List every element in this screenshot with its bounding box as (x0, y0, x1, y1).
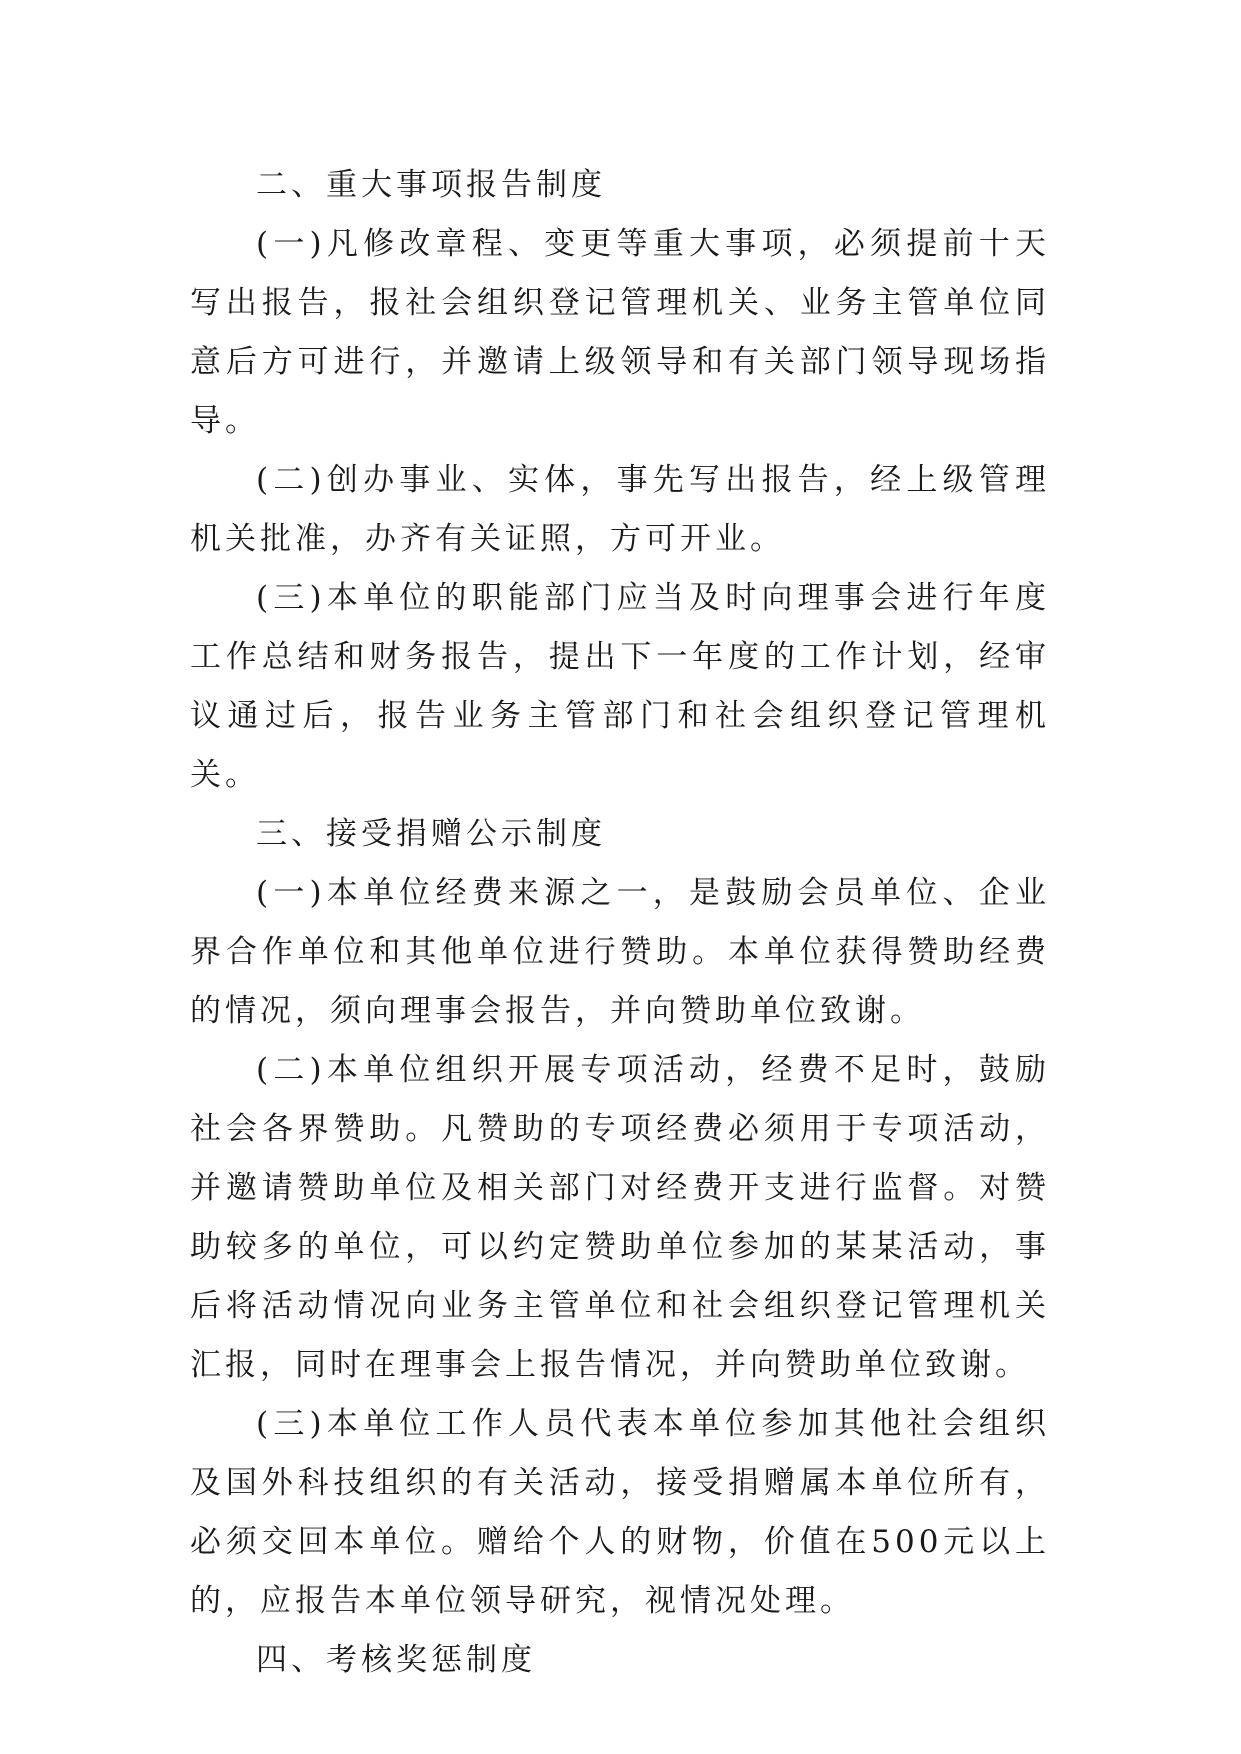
document-body (190, 156, 1050, 1690)
paragraph-3-2: (二)本单位组织开展专项活动，经费不足时，鼓励社会各界赞助。凡赞助的专项经费必须用于专项活动，并邀请赞助单位及相关部门对经费开支进行监督。对赞助较多的单位，可以约定赞助单位参加的某某活动，事后将活动情况向业务主管单位和社会组织登记管理机关汇报，同时在理事会上报告情况，并向赞助单位致谢。 (190, 1052, 1050, 1383)
paragraph-2-2: (二)创办事业、实体，事先写出报告，经上级管理机关批准，办齐有关证照，方可开业。 (190, 462, 1050, 557)
section-heading-4: 四、考核奖惩制度 (256, 1642, 536, 1678)
paragraph-2-3: (三)本单位的职能部门应当及时向理事会进行年度工作总结和财务报告，提出下一年度的工作计划，经审议通过后，报告业务主管部门和社会组织登记管理机关。 (190, 580, 1050, 793)
section-heading-2: 二、重大事项报告制度 (256, 167, 606, 203)
paragraph-2-1: (一)凡修改章程、变更等重大事项，必须提前十天写出报告，报社会组织登记管理机关、业务主管单位同意后方可进行，并邀请上级领导和有关部门领导现场指导。 (190, 226, 1050, 439)
paragraph-3-3: (三)本单位工作人员代表本单位参加其他社会组织及国外科技组织的有关活动，接受捐赠属本单位所有，必须交回本单位。赠给个人的财物，价值在500元以上的，应报告本单位领导研究，视情况处理。 (190, 1406, 1050, 1619)
section-heading-3: 三、接受捐赠公示制度 (256, 816, 606, 852)
paragraph-3-1: (一)本单位经费来源之一，是鼓励会员单位、企业界合作单位和其他单位进行赞助。本单位获得赞助经费的情况，须向理事会报告，并向赞助单位致谢。 (190, 875, 1050, 1029)
